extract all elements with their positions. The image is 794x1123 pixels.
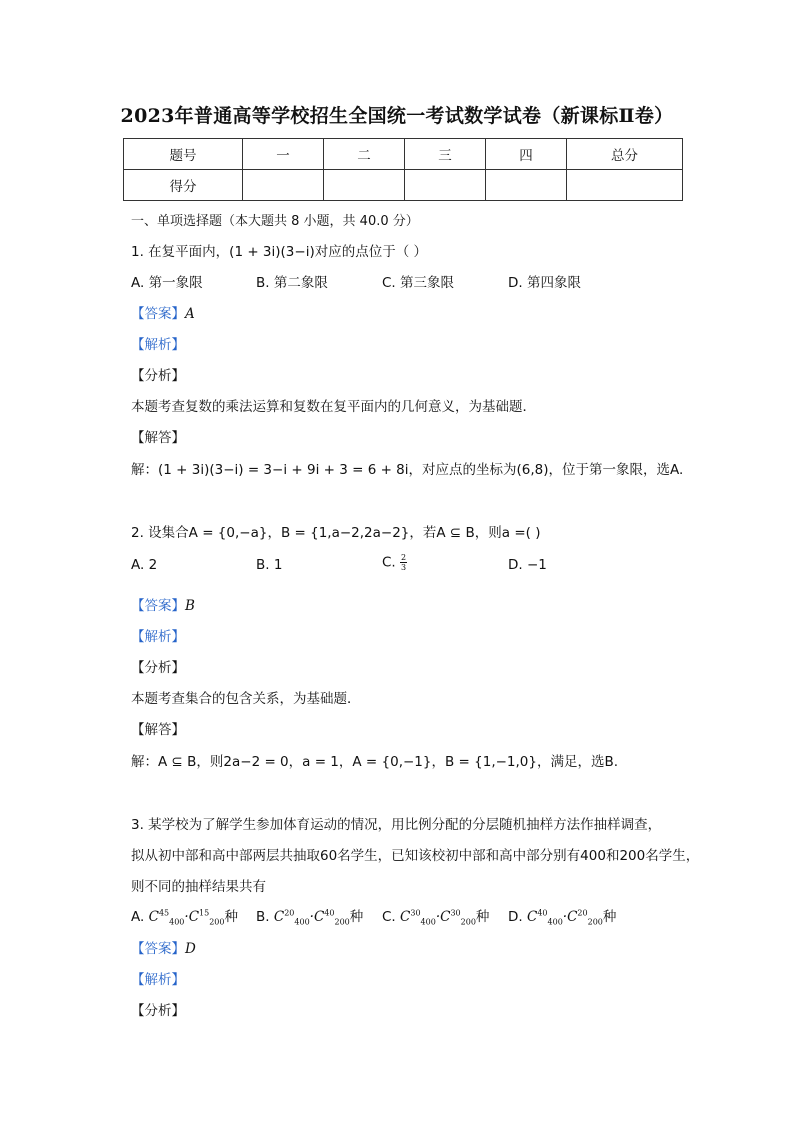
exam-title: 2023年普通高等学校招生全国统一考试数学试卷（新课标Ⅱ卷） — [120, 105, 674, 127]
comb-sup: 30 — [410, 908, 421, 918]
score-row-label: 得分 — [124, 170, 243, 201]
score-header-cell: 题号 — [124, 139, 243, 170]
score-header-cell: 一 — [243, 139, 324, 170]
score-cell[interactable] — [405, 170, 486, 201]
comb-sup: 30 — [450, 908, 461, 918]
q2-stem: 2. 设集合A = {0,−a}，B = {1,a−2,2a−2}，若A ⊆ B，则a =( ) — [131, 525, 541, 541]
q1-solution: 解：(1 + 3i)(3−i) = 3−i + 9i + 3 = 6 + 8i，对应点的坐标为(6,8)，位于第一象限，选A. — [131, 462, 684, 478]
combination-expression: $C^{45}_{400}\cdot C^{15}_{200}$ — [148, 908, 225, 927]
q3-stem-line1: 3. 某学校为了解学生参加体育运动的情况，用比例分配的分层随机抽样方法作抽样调查， — [131, 817, 662, 833]
score-cell[interactable] — [486, 170, 567, 201]
comb-sub: 200 — [209, 917, 225, 927]
analysis-label: 【解析】 — [131, 629, 185, 645]
score-header-cell: 总分 — [567, 139, 683, 170]
score-table-score-row — [124, 170, 683, 201]
option-letter: C. — [382, 909, 396, 925]
combination-expression: $C^{40}_{400}\cdot C^{20}_{200}$ — [526, 908, 603, 927]
option-unit: 种 — [349, 909, 364, 925]
comb-sub: 400 — [169, 917, 185, 927]
q2-option-c — [382, 553, 407, 572]
comb-sub: 400 — [547, 917, 563, 927]
fenxi-label: 【分析】 — [131, 660, 185, 676]
q2-fenxi-text: 本题考查集合的包含关系，为基础题． — [131, 691, 361, 707]
score-cell[interactable] — [567, 170, 683, 201]
q2-option-d: D. −1 — [508, 557, 547, 573]
q2-answer-value: B — [185, 598, 195, 614]
q3-option-a — [131, 905, 238, 927]
answer-label: 【答案】 — [131, 306, 185, 322]
comb-sup: 15 — [199, 908, 210, 918]
analysis-label: 【解析】 — [131, 337, 185, 353]
q1-answer-line — [131, 302, 195, 322]
q3-answer-value: D — [185, 941, 196, 957]
score-cell[interactable] — [324, 170, 405, 201]
comb-sub: 200 — [334, 917, 350, 927]
combination-expression: $C^{20}_{400}\cdot C^{40}_{200}$ — [273, 908, 350, 927]
answer-label: 【答案】 — [131, 941, 185, 957]
comb-sub: 200 — [460, 917, 476, 927]
score-header-cell: 二 — [324, 139, 405, 170]
option-unit: 种 — [475, 909, 490, 925]
option-letter: D. — [508, 909, 523, 925]
comb-sup: 40 — [324, 908, 335, 918]
q1-option-b: B. 第二象限 — [256, 275, 328, 291]
q3-stem-line3: 则不同的抽样结果共有 — [131, 879, 266, 895]
comb-sup: 20 — [577, 908, 588, 918]
q2-solution: 解：A ⊆ B，则2a−2 = 0，a = 1，A = {0,−1}，B = {1,−1,0}，满足，选B. — [131, 754, 619, 770]
q3-answer-line — [131, 937, 196, 957]
q3-option-b — [256, 905, 363, 927]
comb-sub: 400 — [294, 917, 310, 927]
option-unit: 种 — [602, 909, 617, 925]
option-unit: 种 — [224, 909, 238, 925]
fraction-numerator: 2 — [401, 553, 407, 562]
q2-option-c-letter: C. — [382, 554, 396, 571]
score-header-cell: 三 — [405, 139, 486, 170]
comb-sup: 40 — [537, 908, 548, 918]
fenxi-label: 【分析】 — [131, 368, 185, 384]
fenxi-label: 【分析】 — [131, 1003, 185, 1019]
q3-stem-line2: 拟从初中部和高中部两层共抽取60名学生，已知该校初中部和高中部分别有400和200名学生， — [131, 848, 700, 864]
q2-answer-line — [131, 594, 195, 614]
score-header-cell: 四 — [486, 139, 567, 170]
q1-fenxi-text: 本题考查复数的乘法运算和复数在复平面内的几何意义，为基础题． — [131, 399, 536, 415]
combination-expression: $C^{30}_{400}\cdot C^{30}_{200}$ — [400, 908, 476, 927]
q2-option-c-fraction — [400, 553, 407, 572]
q2-option-b: B. 1 — [256, 557, 283, 573]
jieda-label: 【解答】 — [131, 722, 185, 738]
q1-stem: 1. 在复平面内，(1 + 3i)(3−i)对应的点位于（ ） — [131, 244, 428, 260]
q1-option-c: C. 第三象限 — [382, 275, 455, 291]
option-letter: A. — [131, 909, 145, 925]
q1-option-a: A. 第一象限 — [131, 275, 203, 291]
analysis-label: 【解析】 — [131, 972, 185, 988]
score-table-header-row — [124, 139, 683, 170]
option-letter: B. — [256, 909, 270, 925]
q3-option-c — [382, 905, 489, 927]
section-heading: 一、单项选择题（本大题共 8 小题，共 40.0 分） — [131, 214, 419, 229]
q2-option-a: A. 2 — [131, 557, 158, 573]
answer-label: 【答案】 — [131, 598, 185, 614]
comb-sub: 200 — [587, 917, 603, 927]
score-table — [123, 138, 683, 201]
q3-option-d — [508, 905, 616, 927]
comb-sup: 20 — [284, 908, 295, 918]
q1-answer-value: A — [185, 306, 195, 322]
comb-sup: 45 — [158, 908, 170, 918]
fraction-denominator: 3 — [401, 563, 407, 572]
comb-sub: 400 — [420, 917, 436, 927]
score-cell[interactable] — [243, 170, 324, 201]
q1-option-d: D. 第四象限 — [508, 275, 581, 291]
jieda-label: 【解答】 — [131, 430, 185, 446]
